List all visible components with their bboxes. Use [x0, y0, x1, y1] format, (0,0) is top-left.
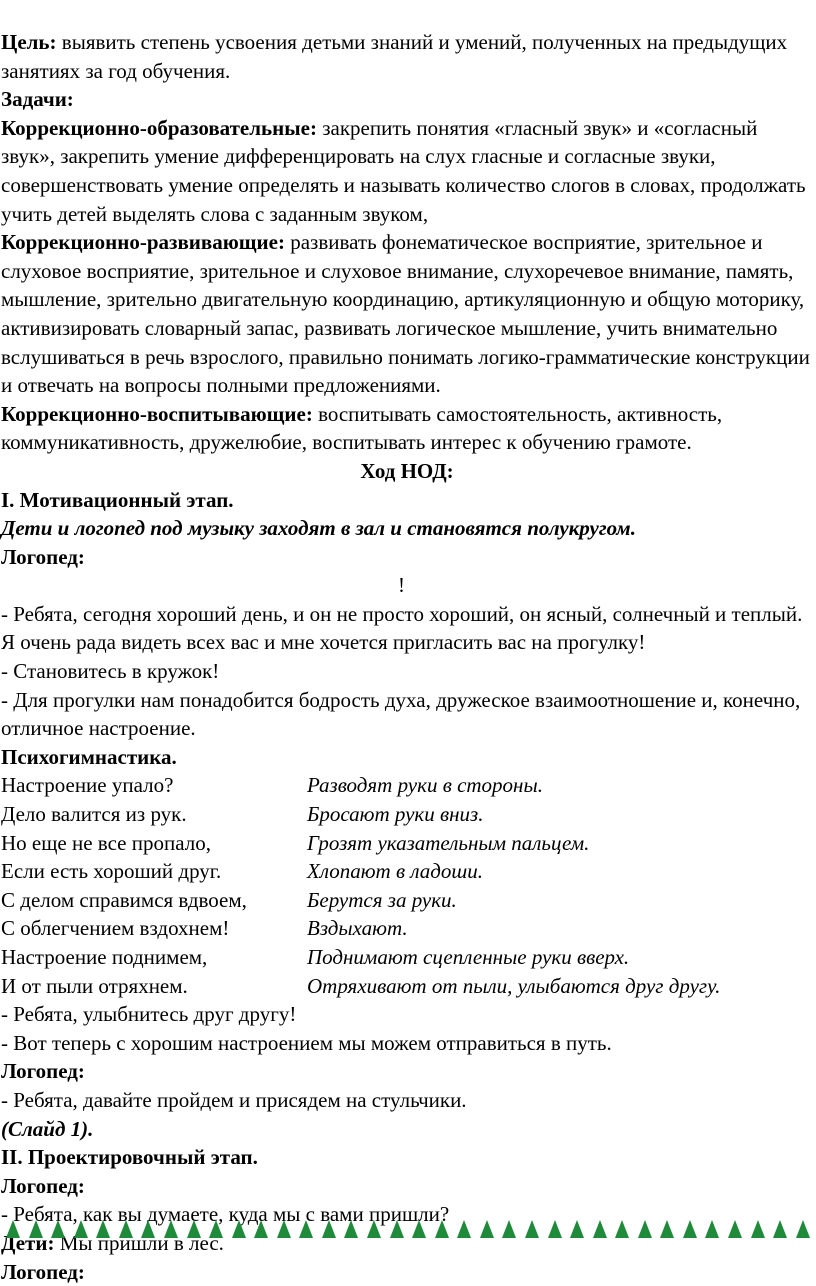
task-text: воспитывать самостоятельность, активность, коммуникативность, дружелюбие, воспитывать интерес к обучению грамоте. [1, 401, 723, 455]
stage1-note: Дети и логопед под музыку заходят в зал и становятся полукругом. [1, 516, 636, 541]
poem-verse: Дело валится из рук. [1, 802, 187, 827]
poem-action: Хлопают в ладоши. [307, 859, 483, 884]
goal-label: Цель: [1, 30, 57, 54]
poem-table [1, 771, 813, 1000]
fir-tree-icon [277, 1220, 291, 1240]
fir-tree-icon [593, 1220, 607, 1240]
stage2-title: II. Проектировочный этап. [1, 1145, 258, 1170]
task-label: Коррекционно-развивающие: [1, 230, 285, 255]
fir-tree-icon [728, 1220, 742, 1240]
goal-paragraph [1, 28, 813, 85]
poem-verse: Но еще не все пропало, [1, 830, 211, 855]
task-label: Коррекционно-образовательные: [1, 115, 317, 140]
fir-tree-icon [773, 1220, 787, 1240]
fir-tree-icon [435, 1220, 449, 1240]
fir-tree-border [0, 1220, 816, 1246]
poem-verse: С облегчением вздохнем! [1, 916, 230, 941]
fir-tree-icon [705, 1220, 719, 1240]
dialogue-line: - Вот теперь с хорошим настроением мы можем отправиться в путь. [1, 1030, 612, 1055]
task-label: Коррекционно-воспитывающие: [1, 401, 313, 426]
fir-tree-icon [751, 1220, 765, 1240]
dialogue-line: - Ребята, давайте пройдем и присядем на стульчики. [1, 1087, 467, 1112]
course-title: Ход НОД: [360, 458, 454, 483]
fir-tree-icon [141, 1220, 155, 1240]
fir-tree-icon [299, 1220, 313, 1240]
poem-verse: И от пыли отряхнем. [1, 973, 188, 998]
tasks-heading: Задачи: [1, 87, 74, 112]
fir-tree-icon [615, 1220, 629, 1240]
fir-tree-icon [638, 1220, 652, 1240]
poem-action: Грозят указательным пальцем. [307, 830, 590, 855]
fir-tree-icon [164, 1220, 178, 1240]
fir-tree-icon [254, 1220, 268, 1240]
children-line: Дети: Мы пришли в лес. [1, 1230, 224, 1255]
poem-action: Берутся за руки. [307, 887, 457, 912]
document-page [1, 28, 813, 1286]
fir-tree-icon [570, 1220, 584, 1240]
psycho-title: Психогимнастика. [1, 744, 177, 769]
fir-tree-icon [232, 1220, 246, 1240]
fir-tree-icon [457, 1220, 471, 1240]
fir-tree-icon [367, 1220, 381, 1240]
slide-note: (Слайд 1). [1, 1116, 94, 1141]
fir-tree-icon [322, 1220, 336, 1240]
fir-tree-icon [412, 1220, 426, 1240]
fir-tree-icon [344, 1220, 358, 1240]
stage1-title: I. Мотивационный этап. [1, 487, 234, 512]
dialogue-line: - Ребята, сегодня хороший день, и он не просто хороший, он ясный, солнечный и теплый. Я очень рада видеть всех вас и мне хочется пригласить вас на прогулку! [1, 601, 803, 655]
task-developing [1, 228, 813, 400]
dialogue-line: - Ребята, улыбнитесь друг другу! [1, 1002, 297, 1027]
fir-tree-icon [480, 1220, 494, 1240]
fir-tree-icon [660, 1220, 674, 1240]
task-educational [1, 114, 813, 228]
task-upbringing [1, 400, 813, 457]
poem-action: Отряхивают от пыли, улыбаются друг другу. [307, 973, 721, 998]
fir-tree-icon [74, 1220, 88, 1240]
poem-action: Поднимают сцепленные руки вверх. [307, 945, 630, 969]
fir-tree-icon [390, 1220, 404, 1240]
poem-action: Разводят руки в стороны. [307, 773, 543, 798]
poem-action: Бросают руки вниз. [307, 802, 484, 827]
fir-tree-icon [51, 1220, 65, 1240]
fir-tree-icon [683, 1220, 697, 1240]
poem-verse: Если есть хороший друг. [1, 859, 222, 884]
poem-verse: Настроение упало? [1, 773, 174, 798]
fir-tree-icon [6, 1220, 20, 1240]
dialogue-line: - Становитесь в кружок! [1, 659, 220, 684]
dialogue-line: - Для прогулки нам понадобится бодрость духа, дружеское взаимоотношение и, конечно, отличное настроение. [1, 687, 801, 741]
speaker-logoped: Логопед: [1, 544, 85, 569]
task-text: закрепить понятия «гласный звук» и «согласный звук», закрепить умение дифференцировать на слух гласные и согласные звуки, совершенствовать умение определять и называть количество слогов в словах, продолжать учить детей выделять слова с заданным звуком, [1, 115, 806, 226]
speaker-logoped: Логопед: [1, 1059, 85, 1084]
poem-verse: С делом справимся вдвоем, [1, 887, 247, 912]
speaker-logoped: Логопед: [1, 1259, 85, 1284]
dialogue-line: - Ребята, как вы думаете, куда мы с вами пришли? [1, 1202, 450, 1227]
fir-tree-icon [209, 1220, 223, 1240]
fir-tree-icon [29, 1220, 43, 1240]
fir-tree-icon [119, 1220, 133, 1240]
fir-tree-icon [502, 1220, 516, 1240]
fir-tree-icon [96, 1220, 110, 1240]
fir-tree-icon [187, 1220, 201, 1240]
exclamation-mark: ! [398, 573, 405, 598]
goal-text: выявить степень усвоения детьми знаний и умений, полученных на предыдущих занятиях за год обучения. [1, 30, 788, 83]
fir-tree-icon [525, 1220, 539, 1240]
fir-tree-icon [548, 1220, 562, 1240]
poem-verse: Настроение поднимем, [1, 945, 208, 969]
poem-action: Вздыхают. [307, 916, 408, 941]
speaker-logoped: Логопед: [1, 1173, 85, 1198]
fir-tree-icon [796, 1220, 810, 1240]
task-text: развивать фонематическое восприятие, зрительное и слуховое восприятие, зрительное и слуховое внимание, слухоречевое внимание, память, мышление, зрительно двигательную координацию, артикуляционную и общую моторику, активизировать словарный запас, развивать логическое мышление, учить внимательно вслушиваться в речь взрослого, правильно понимать логико-грамматические конструкции и отвечать на вопросы полными предложениями. [1, 230, 810, 398]
